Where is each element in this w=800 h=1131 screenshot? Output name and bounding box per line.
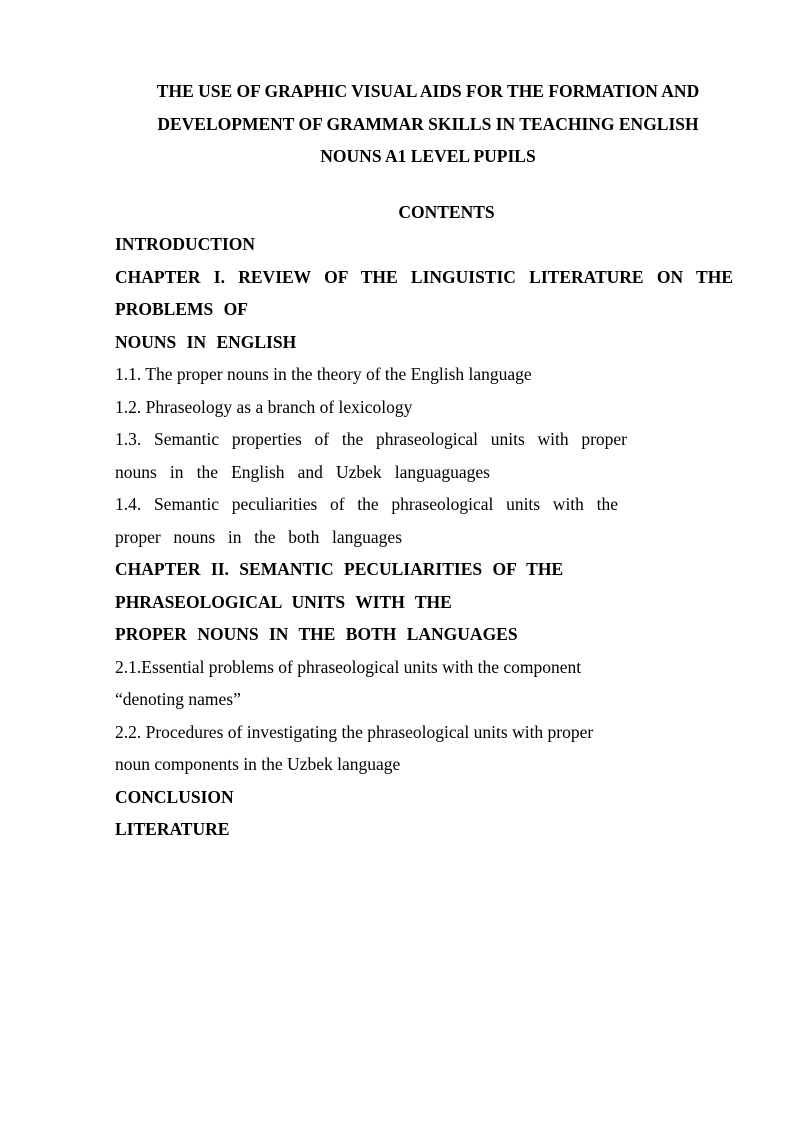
toc-chapter-1-line-2: PROBLEMS OF	[115, 299, 248, 319]
toc-literature: LITERATURE	[115, 819, 230, 839]
toc-chapter-2-line-3: PROPER NOUNS IN THE BOTH LANGUAGES	[115, 624, 518, 644]
toc-section-1-1: 1.1. The proper nouns in the theory of the English language	[115, 364, 532, 384]
toc-section-1-3-line-1: 1.3. Semantic properties of the phraseological units with proper	[115, 429, 627, 449]
toc-conclusion: CONCLUSION	[115, 786, 234, 807]
toc-section-2-1-line-2: “denoting names”	[115, 689, 241, 709]
toc-introduction: INTRODUCTION	[115, 234, 256, 254]
document-title	[100, 75, 756, 173]
toc-section-1-4-line-1: 1.4. Semantic peculiarities of the phraseological units with the	[115, 494, 618, 514]
title-line-2: DEVELOPMENT OF GRAMMAR SKILLS IN TEACHING ENGLISH	[157, 113, 699, 134]
toc-chapter-2-line-2: PHRASEOLOGICAL UNITS WITH THE	[115, 591, 452, 612]
table-of-contents	[115, 231, 735, 849]
toc-section-1-2: 1.2. Phraseology as a branch of lexicology	[115, 396, 413, 417]
toc-section-1-4-line-2: proper nouns in the both languages	[115, 526, 402, 547]
toc-chapter-1-line-3: NOUNS IN ENGLISH	[115, 331, 297, 352]
toc-section-1-3-line-2: nouns in the English and Uzbek languaguages	[115, 461, 490, 482]
toc-section-2-2-line-1: 2.2. Procedures of investigating the phraseological units with proper	[115, 721, 594, 742]
contents-heading: CONTENTS	[398, 202, 495, 222]
toc-chapter-1-line-1: CHAPTER I. REVIEW OF THE LINGUISTIC LITERATURE ON THE	[115, 266, 733, 287]
title-line-1: THE USE OF GRAPHIC VISUAL AIDS FOR THE FORMATION AND	[156, 81, 700, 101]
toc-chapter-2-line-1: CHAPTER II. SEMANTIC PECULIARITIES OF THE	[115, 559, 564, 579]
toc-section-2-1-line-1: 2.1.Essential problems of phraseological units with the component	[115, 656, 582, 677]
title-line-3: NOUNS A1 LEVEL PUPILS	[320, 146, 536, 166]
toc-section-2-2-line-2: noun components in the Uzbek language	[115, 754, 401, 774]
